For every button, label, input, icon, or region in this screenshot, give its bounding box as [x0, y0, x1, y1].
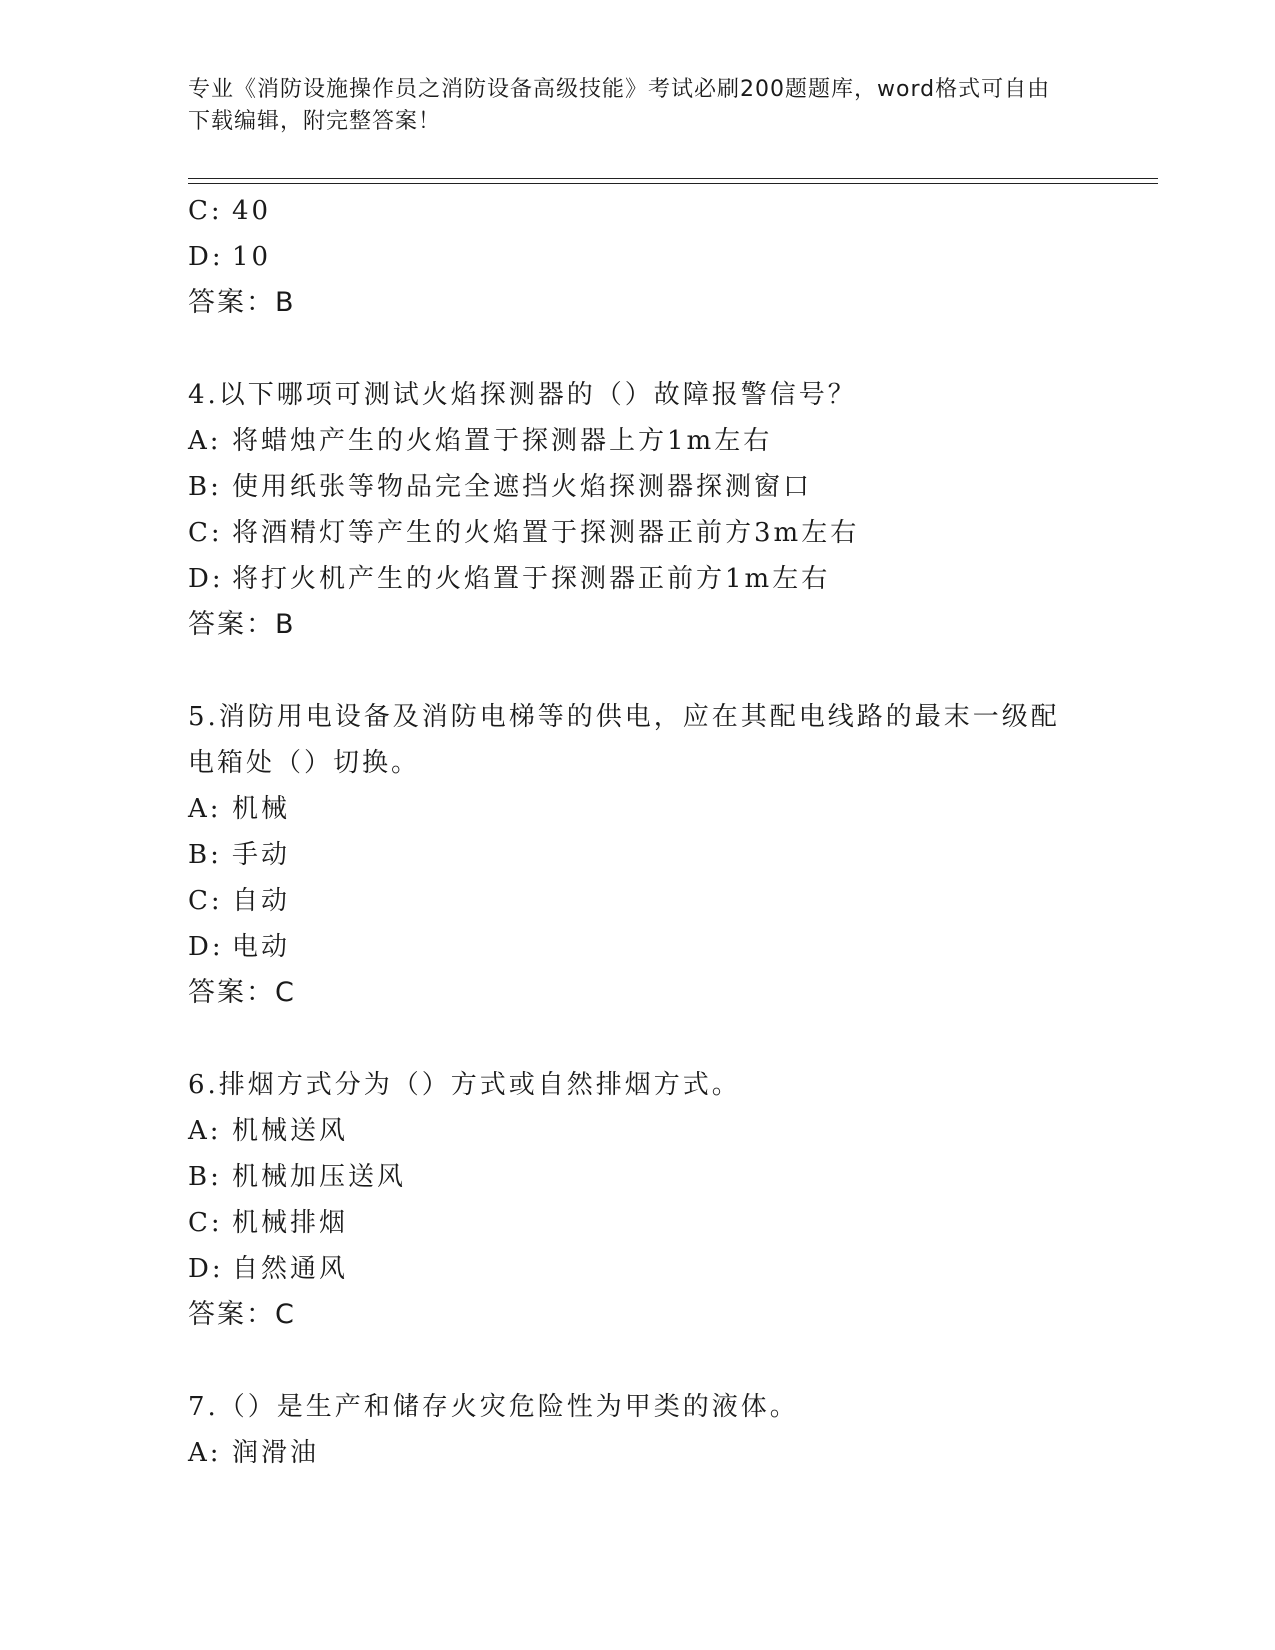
- question-4: [188, 372, 1088, 648]
- question-stem: 5.消防用电设备及消防电梯等的供电，应在其配电线路的最末一级配: [188, 702, 1060, 732]
- header-title: 专业《消防设施操作员之消防设备高级技能》考试必刷200题题库，word格式可自由下载编辑，附完整答案！: [188, 77, 1051, 134]
- option-d: D: 电动: [188, 932, 291, 962]
- option-c: C: 机械排烟: [188, 1208, 349, 1238]
- option-a: A: 机械: [188, 794, 291, 824]
- question-5: [188, 694, 1088, 1016]
- question-3-tail: [188, 188, 1088, 326]
- option-b: B: 机械加压送风: [188, 1162, 407, 1192]
- option-b: B: 手动: [188, 840, 291, 870]
- option-d: D: 将打火机产生的火焰置于探测器正前方1m左右: [188, 564, 831, 594]
- question-list: [188, 188, 1088, 1476]
- option-a: A: 润滑油: [188, 1438, 320, 1468]
- option-c: C: 40: [188, 196, 272, 226]
- option-d: D: 自然通风: [188, 1254, 349, 1284]
- option-a: A: 机械送风: [188, 1116, 349, 1146]
- document-header: [188, 74, 1068, 138]
- header-divider-bottom: [188, 183, 1158, 184]
- answer-line: 答案：C: [188, 977, 296, 1008]
- answer-line: 答案：B: [188, 287, 296, 318]
- option-c: C: 自动: [188, 886, 291, 916]
- question-stem: 4.以下哪项可测试火焰探测器的（）故障报警信号？: [188, 380, 857, 410]
- question-6: [188, 1062, 1088, 1338]
- option-b: B: 使用纸张等物品完全遮挡火焰探测器探测窗口: [188, 472, 813, 502]
- option-d: D: 10: [188, 242, 272, 272]
- question-stem-continued: 电箱处（）切换。: [188, 748, 421, 778]
- option-c: C: 将酒精灯等产生的火焰置于探测器正前方3m左右: [188, 518, 860, 548]
- answer-line: 答案：B: [188, 609, 296, 640]
- question-7: [188, 1384, 1088, 1476]
- header-divider-top: [188, 178, 1158, 179]
- answer-line: 答案：C: [188, 1299, 296, 1330]
- question-stem: 7.（）是生产和储存火灾危险性为甲类的液体。: [188, 1392, 799, 1422]
- question-stem: 6.排烟方式分为（）方式或自然排烟方式。: [188, 1070, 741, 1100]
- option-a: A: 将蜡烛产生的火焰置于探测器上方1m左右: [188, 426, 773, 456]
